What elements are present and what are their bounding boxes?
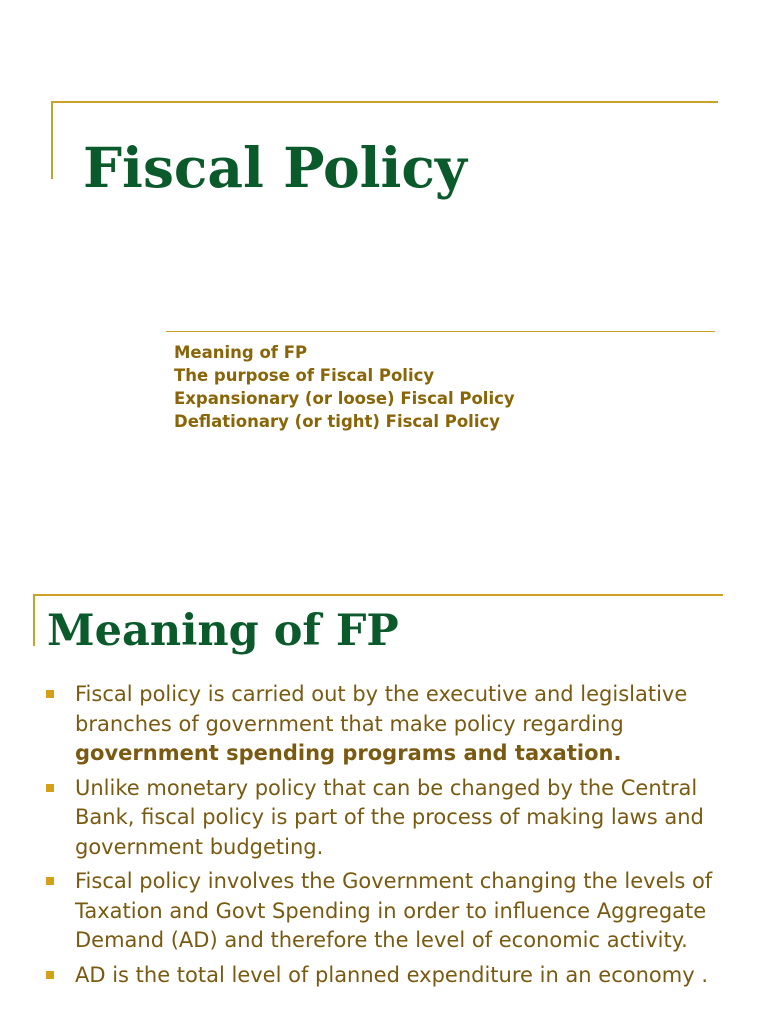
bullet-text: Fiscal policy involves the Government changing the levels of Taxation and Govt Spending in order to influence Aggregate Demand (AD) and therefore the level of economic activity. bbox=[75, 869, 713, 952]
bullet-text: Unlike monetary policy that can be changed by the Central Bank, fiscal policy is part of the process of making laws and government budgeting. bbox=[75, 775, 704, 859]
slide-title: Fiscal Policy bbox=[83, 135, 467, 200]
agenda-item: The purpose of Fiscal Policy bbox=[174, 366, 435, 385]
bullet-item bbox=[44, 867, 734, 956]
slide-title: Meaning of FP bbox=[47, 606, 399, 656]
bullet-text: Fiscal policy is carried out by the executive and legislative branches of government that make policy regarding bbox=[75, 682, 688, 736]
square-bullet-icon bbox=[46, 971, 54, 979]
agenda-item: Expansionary (or loose) Fiscal Policy bbox=[174, 389, 515, 408]
frame-top-line bbox=[51, 101, 718, 103]
content-slide bbox=[0, 580, 768, 1024]
frame-left-line bbox=[33, 594, 35, 646]
agenda-item: Meaning of FP bbox=[174, 343, 308, 362]
agenda-item: Deflationary (or tight) Fiscal Policy bbox=[174, 412, 501, 431]
agenda-list bbox=[174, 341, 515, 433]
frame-left-line bbox=[51, 101, 53, 179]
subtitle-divider bbox=[166, 331, 715, 332]
square-bullet-icon bbox=[46, 784, 54, 792]
square-bullet-icon bbox=[46, 690, 54, 698]
bullet-item bbox=[44, 680, 734, 769]
bullet-bold-text: government spending programs and taxation. bbox=[75, 741, 622, 765]
bullet-item bbox=[44, 961, 734, 991]
bullet-text: AD is the total level of planned expenditure in an economy . bbox=[75, 962, 708, 987]
square-bullet-icon bbox=[46, 877, 54, 885]
bullet-list bbox=[44, 680, 734, 995]
frame-top-line bbox=[33, 594, 723, 596]
bullet-item bbox=[44, 774, 734, 863]
